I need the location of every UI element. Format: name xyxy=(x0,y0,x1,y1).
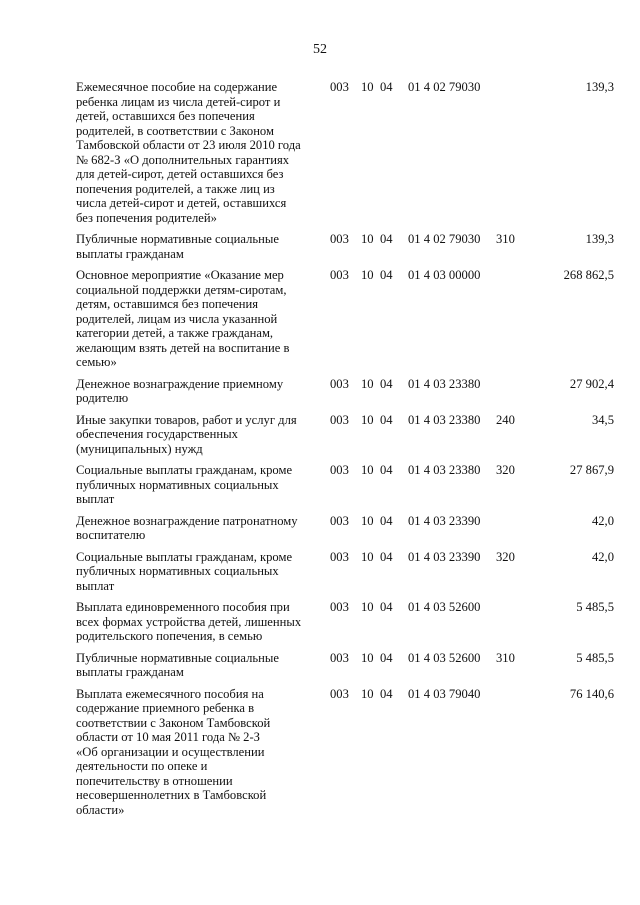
row-name-line: Денежное вознаграждение патронатному xyxy=(76,513,298,528)
subsection-code: 04 xyxy=(380,513,393,528)
target-code: 01 4 03 79040 xyxy=(408,686,481,701)
row-name-line: Выплата единовременного пособия при xyxy=(76,600,290,614)
ministry-code: 003 xyxy=(330,232,349,246)
subsection-code: 04 xyxy=(380,549,393,564)
section-code: 10 xyxy=(361,376,374,391)
table-row xyxy=(76,80,616,225)
row-name-line: Иные закупки товаров, работ и услуг для xyxy=(76,412,297,427)
table-row xyxy=(76,514,616,543)
target-code: 01 4 03 52600 xyxy=(408,650,481,665)
row-name-line: Выплата ежемесячного пособия на xyxy=(76,686,264,701)
row-name xyxy=(76,463,316,507)
row-name-line: родителей, в соответствии с Законом xyxy=(76,123,274,138)
row-name-line: попечительству в отношении xyxy=(76,773,233,788)
target-code: 01 4 03 23390 xyxy=(408,513,481,528)
row-name-line: публичных нормативных социальных xyxy=(76,477,279,492)
row-name-line: № 682-З «О дополнительных гарантиях xyxy=(76,152,290,167)
row-name-line: Социальные выплаты гражданам, кроме xyxy=(76,549,293,564)
row-name-line: выплат xyxy=(76,492,115,506)
ministry-code: 003 xyxy=(330,549,349,564)
amount: 5 485,5 xyxy=(576,650,614,665)
row-name xyxy=(76,651,316,680)
budget-table xyxy=(76,80,616,817)
expense-type-code: 310 xyxy=(496,650,515,665)
subsection-code: 04 xyxy=(380,650,393,665)
target-code: 01 4 03 23380 xyxy=(408,463,481,477)
subsection-code: 04 xyxy=(380,376,393,391)
row-name xyxy=(76,232,316,261)
ministry-code: 003 xyxy=(330,463,349,477)
amount: 139,3 xyxy=(585,80,614,94)
table-row xyxy=(76,268,616,370)
ministry-code: 003 xyxy=(330,686,349,701)
row-name-line: желающим взять детей на воспитание в xyxy=(76,340,290,355)
row-name xyxy=(76,600,316,644)
table-row xyxy=(76,377,616,406)
table-row xyxy=(76,413,616,457)
target-code: 01 4 03 00000 xyxy=(408,268,481,282)
amount: 5 485,5 xyxy=(576,600,614,614)
table-row xyxy=(76,463,616,507)
row-name-line: детей, оставшихся без попечения xyxy=(76,109,255,123)
section-code: 10 xyxy=(361,463,374,477)
row-name-line: категории детей, а также гражданам, xyxy=(76,326,274,340)
ministry-code: 003 xyxy=(330,412,349,427)
row-name-line: публичных нормативных социальных xyxy=(76,564,279,578)
page-number: 52 xyxy=(313,42,327,57)
row-name-line: Публичные нормативные социальные xyxy=(76,650,279,665)
target-code: 01 4 03 23380 xyxy=(408,376,481,391)
ministry-code: 003 xyxy=(330,513,349,528)
row-name-line: социальной поддержки детям-сиротам, xyxy=(76,282,287,297)
table-row xyxy=(76,651,616,680)
row-name-line: числа детей-сирот и детей, оставшихся xyxy=(76,196,287,210)
ministry-code: 003 xyxy=(330,600,349,614)
row-name xyxy=(76,514,316,543)
ministry-code: 003 xyxy=(330,650,349,665)
expense-type-code: 320 xyxy=(496,549,515,564)
table-row xyxy=(76,600,616,644)
amount: 34,5 xyxy=(591,412,614,427)
row-name-line: Тамбовской области от 23 июля 2010 года xyxy=(76,138,301,152)
section-code: 10 xyxy=(361,686,374,701)
row-name xyxy=(76,413,316,457)
row-name-line: обеспечения государственных xyxy=(76,427,238,441)
ministry-code: 003 xyxy=(330,376,349,391)
subsection-code: 04 xyxy=(380,80,393,94)
amount: 139,3 xyxy=(585,232,614,246)
table-row xyxy=(76,687,616,818)
expense-type-code: 240 xyxy=(496,412,515,427)
subsection-code: 04 xyxy=(380,600,393,614)
row-name-line: без попечения родителей» xyxy=(76,210,217,225)
amount: 42,0 xyxy=(591,549,614,564)
target-code: 01 4 02 79030 xyxy=(408,80,481,94)
row-name-line: выплат xyxy=(76,578,115,593)
row-name xyxy=(76,550,316,594)
row-name-line: Ежемесячное пособие на содержание xyxy=(76,80,278,94)
target-code: 01 4 03 52600 xyxy=(408,600,481,614)
subsection-code: 04 xyxy=(380,268,393,282)
row-name xyxy=(76,80,316,225)
section-code: 10 xyxy=(361,600,374,614)
row-name-line: для детей-сирот, детей оставшихся без xyxy=(76,167,284,181)
ministry-code: 003 xyxy=(330,80,349,94)
section-code: 10 xyxy=(361,268,374,282)
row-name-line: «Об организации и осуществлении xyxy=(76,744,265,759)
row-name xyxy=(76,268,316,370)
row-name-line: всех формах устройства детей, лишенных xyxy=(76,614,302,629)
row-name-line: выплаты гражданам xyxy=(76,665,184,679)
row-name-line: выплаты гражданам xyxy=(76,246,184,261)
target-code: 01 4 02 79030 xyxy=(408,232,481,246)
row-name-line: соответствии с Законом Тамбовской xyxy=(76,715,271,730)
row-name-line: Публичные нормативные социальные xyxy=(76,232,279,246)
target-code: 01 4 03 23390 xyxy=(408,549,481,564)
row-name xyxy=(76,687,316,818)
section-code: 10 xyxy=(361,513,374,528)
section-code: 10 xyxy=(361,412,374,427)
row-name-line: Социальные выплаты гражданам, кроме xyxy=(76,463,293,477)
subsection-code: 04 xyxy=(380,686,393,701)
section-code: 10 xyxy=(361,80,374,94)
row-name-line: области от 10 мая 2011 года № 2-З xyxy=(76,730,260,744)
section-code: 10 xyxy=(361,549,374,564)
target-code: 01 4 03 23380 xyxy=(408,412,481,427)
row-name xyxy=(76,377,316,406)
amount: 27 867,9 xyxy=(569,463,614,477)
subsection-code: 04 xyxy=(380,463,393,477)
row-name-line: (муниципальных) нужд xyxy=(76,441,203,456)
expense-type-code: 320 xyxy=(496,463,515,477)
row-name-line: детям, оставшимся без попечения xyxy=(76,297,259,311)
row-name-line: родителей, лицам из числа указанной xyxy=(76,311,278,326)
row-name-line: попечения родителей, а также лиц из xyxy=(76,181,275,196)
row-name-line: Денежное вознаграждение приемному xyxy=(76,376,284,391)
amount: 27 902,4 xyxy=(569,376,614,391)
row-name-line: ребенка лицам из числа детей-сирот и xyxy=(76,94,281,109)
row-name-line: Основное мероприятие «Оказание мер xyxy=(76,268,284,282)
expense-type-code: 310 xyxy=(496,232,515,246)
subsection-code: 04 xyxy=(380,412,393,427)
row-name-line: деятельности по опеке и xyxy=(76,759,208,773)
row-name-line: содержание приемного ребенка в xyxy=(76,701,255,715)
section-code: 10 xyxy=(361,232,374,246)
table-row xyxy=(76,550,616,594)
amount: 268 862,5 xyxy=(563,268,614,282)
subsection-code: 04 xyxy=(380,232,393,246)
row-name-line: родительского попечения, в семью xyxy=(76,629,263,643)
amount: 76 140,6 xyxy=(569,686,614,701)
ministry-code: 003 xyxy=(330,268,349,282)
row-name-line: родителю xyxy=(76,391,129,405)
row-name-line: воспитателю xyxy=(76,528,146,542)
amount: 42,0 xyxy=(591,513,614,528)
row-name-line: несовершеннолетних в Тамбовской xyxy=(76,788,267,802)
section-code: 10 xyxy=(361,650,374,665)
row-name-line: семью» xyxy=(76,355,117,369)
row-name-line: области» xyxy=(76,802,125,817)
table-row xyxy=(76,232,616,261)
